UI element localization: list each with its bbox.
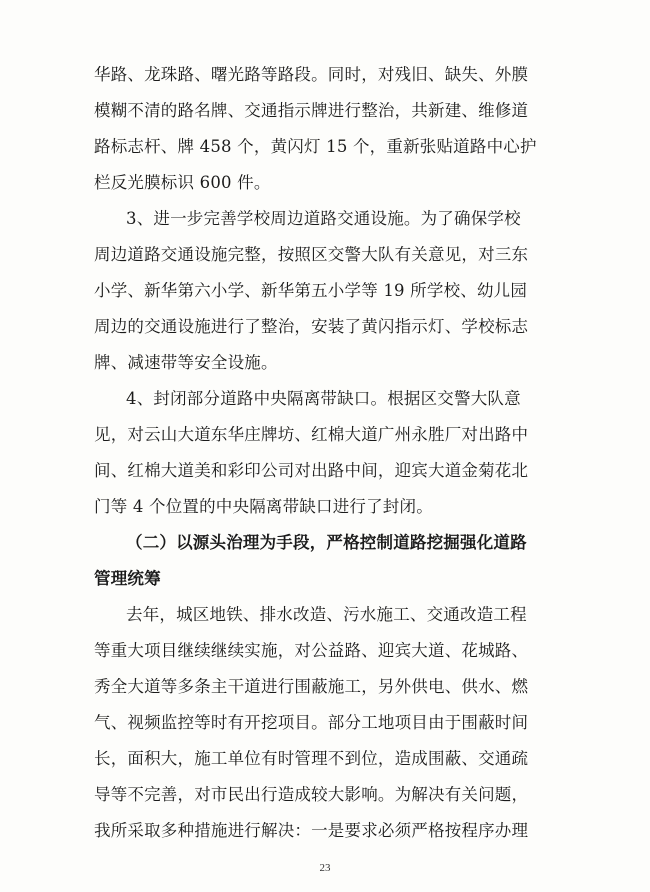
text-line: 等重大项目继续继续实施，对公益路、迎宾大道、花城路、 — [94, 641, 529, 660]
text-line: 周边的交通设施进行了整治，安装了黄闪指示灯、学校标志 — [94, 317, 529, 336]
text-line: 长，面积大，施工单位有时管理不到位，造成围蔽、交通疏 — [94, 749, 529, 768]
text-line: 秀全大道等多条主干道进行围蔽施工，另外供电、供水、燃 — [94, 677, 529, 696]
text-line: 3、进一步完善学校周边道路交通设施。为了确保学校 — [126, 209, 521, 228]
text-line: 门等 4 个位置的中央隔离带缺口进行了封闭。 — [94, 497, 433, 516]
section-heading-line: （二）以源头治理为手段，严格控制道路挖掘强化道路 — [126, 533, 527, 552]
text-line: 路标志杆、牌 458 个，黄闪灯 15 个，重新张贴道路中心护 — [94, 137, 537, 156]
text-line: 小学、新华第六小学、新华第五小学等 19 所学校、幼儿园 — [94, 281, 528, 300]
text-line: 模糊不清的路名牌、交通指示牌进行整治，共新建、维修道 — [94, 101, 529, 120]
text-line: 牌、减速带等安全设施。 — [94, 353, 278, 372]
text-line: 气、视频监控等时有开挖项目。部分工地项目由于围蔽时间 — [94, 713, 529, 732]
section-heading-line: 管理统筹 — [94, 569, 161, 588]
page-number: 23 — [319, 862, 331, 874]
text-line: 我所采取多种措施进行解决：一是要求必须严格按程序办理 — [94, 821, 529, 840]
text-line: 华路、龙珠路、曙光路等路段。同时，对残旧、缺失、外膜 — [94, 65, 529, 84]
text-line: 间、红棉大道美和彩印公司对出路中间，迎宾大道金菊花北 — [94, 461, 529, 480]
text-line: 4、封闭部分道路中央隔离带缺口。根据区交警大队意 — [126, 389, 521, 408]
text-line: 导等不完善，对市民出行造成较大影响。为解决有关问题， — [94, 785, 529, 804]
text-line: 栏反光膜标识 600 件。 — [94, 173, 271, 192]
text-line: 周边道路交通设施完整，按照区交警大队有关意见，对三东 — [94, 245, 529, 264]
text-line: 去年，城区地铁、排水改造、污水施工、交通改造工程 — [126, 605, 527, 624]
text-line: 见，对云山大道东华庄牌坊、红棉大道广州永胜厂对出路中 — [94, 425, 529, 444]
